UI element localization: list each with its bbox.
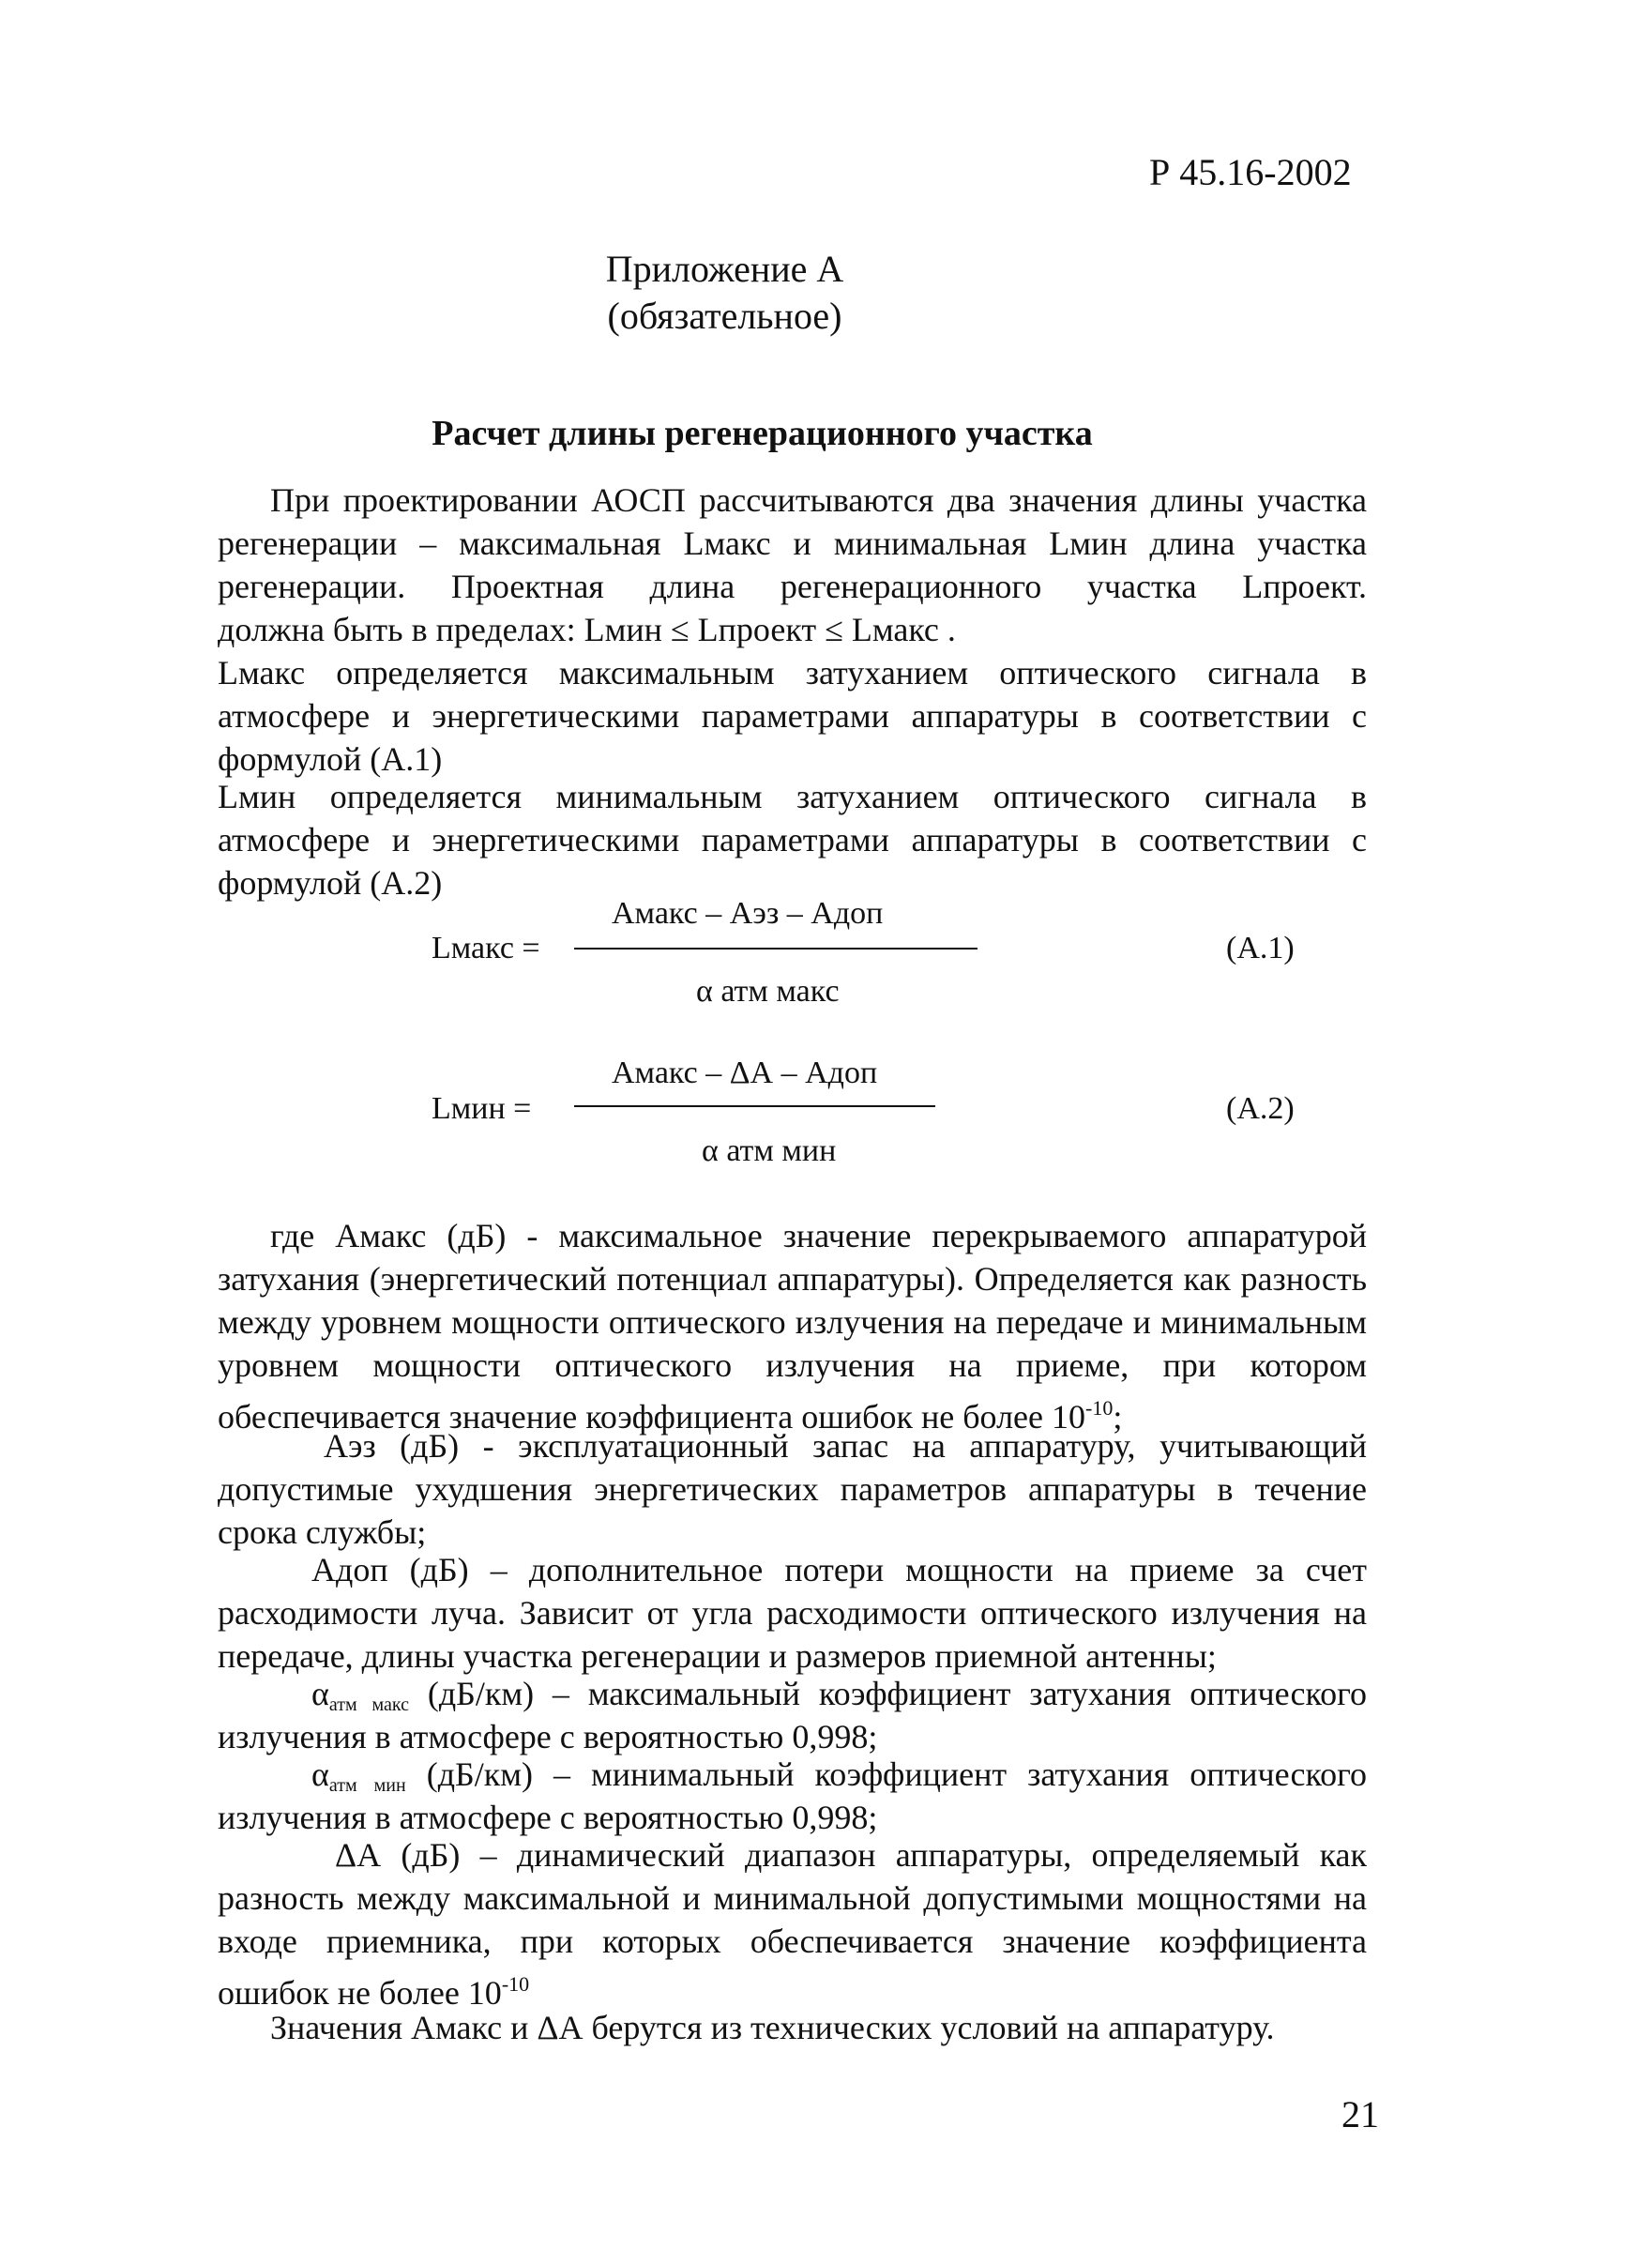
paragraph-line: формулой (А.2): [218, 864, 443, 902]
paragraph-line: Адоп (дБ) – дополнительное потери мощности на приеме за счет: [311, 1551, 1367, 1588]
paragraph-line: $\alpha_{атм мин}$ (дБ/км) – минимальный коэффициент затухания оптического: [311, 1755, 1367, 1796]
page-number: 21: [1341, 2093, 1379, 2135]
paragraph-line: передаче, длины участка регенерации и размеров приемной антенны;: [218, 1637, 1217, 1675]
paragraph-line: При проектировании АОСП рассчитываются два значения длины участка: [270, 481, 1367, 519]
formula-denominator: α атм мин: [702, 1133, 837, 1168]
paragraph-line: Lмин определяется минимальным затуханием оптического сигнала в: [218, 778, 1367, 815]
formula-number: (А.1): [1226, 931, 1295, 965]
formula-number: (А.2): [1226, 1091, 1295, 1126]
paragraph-line: ΔА (дБ) – динамический диапазон аппаратуры, определяемый как: [335, 1836, 1367, 1874]
paragraph-line: Значения Амакс и ΔА берутся из технических условий на аппаратуру.: [270, 2009, 1275, 2046]
paragraph-line: между уровнем мощности оптического излучения на передаче и минимальным: [218, 1303, 1367, 1341]
paragraph-line: расходимости луча. Зависит от угла расходимости оптического излучения на: [218, 1594, 1367, 1632]
paragraph-line: где Амакс (дБ) - максимальное значение перекрываемого аппаратурой: [270, 1217, 1367, 1254]
fraction-bar: [574, 948, 978, 950]
appendix-status: (обязательное): [607, 295, 842, 337]
paragraph-line: срока службы;: [218, 1513, 427, 1551]
paragraph-line: разность между максимальной и минимальной допустимыми мощностями на: [218, 1879, 1367, 1917]
paragraph-line: формулой (А.1): [218, 740, 443, 778]
appendix-title: Приложение А: [605, 248, 844, 290]
paragraph-line: входе приемника, при которых обеспечивается значение коэффициента: [218, 1922, 1367, 1960]
paragraph-line: уровнем мощности оптического излучения на приеме, при котором: [218, 1346, 1367, 1384]
paragraph-line: должна быть в пределах: Lмин ≤ Lпроект ≤ Lмакс .: [218, 611, 956, 648]
paragraph-line: регенерации. Проектная длина регенерационного участка Lпроект.: [218, 568, 1367, 605]
formula-lhs: Lмин =: [432, 1091, 532, 1126]
paragraph-line: ошибок не более $10^{-10}$: [218, 1972, 530, 2012]
fraction-bar: [574, 1105, 935, 1107]
paragraph-line: атмосфере и энергетическими параметрами аппаратуры в соответствии с: [218, 821, 1367, 858]
document-number: Р 45.16-2002: [1149, 151, 1352, 193]
paragraph-line: затухания (энергетический потенциал аппаратуры). Определяется как разность: [218, 1260, 1367, 1298]
paragraph-line: допустимые ухудшения энергетических параметров аппаратуры в течение: [218, 1470, 1367, 1508]
paragraph-line: излучения в атмосфере с вероятностью 0,998;: [218, 1799, 878, 1836]
formula-numerator: Амакс – ΔА – Адоп: [612, 1056, 878, 1090]
section-heading: Расчет длины регенерационного участка: [432, 414, 1093, 453]
formula-numerator: Амакс – Аэз – Адоп: [612, 896, 884, 931]
paragraph-line: Аэз (дБ) - эксплуатационный запас на аппаратуру, учитывающий: [324, 1427, 1367, 1465]
paragraph-line: обеспечивается значение коэффициента ошибок не более $10^{-10}$;: [218, 1396, 1123, 1436]
paragraph-line: излучения в атмосфере с вероятностью 0,998;: [218, 1718, 878, 1755]
paragraph-line: регенерации – максимальная Lмакс и минимальная Lмин длина участка: [218, 524, 1367, 562]
formula-denominator: α атм макс: [696, 974, 840, 1009]
formula-lhs: Lмакс =: [432, 931, 540, 965]
paragraph-line: $\alpha_{атм макс}$ (дБ/км) – максимальный коэффициент затухания оптического: [311, 1675, 1368, 1715]
paragraph-line: Lмакс определяется максимальным затуханием оптического сигнала в: [218, 654, 1367, 691]
paragraph-line: атмосфере и энергетическими параметрами аппаратуры в соответствии с: [218, 697, 1367, 735]
